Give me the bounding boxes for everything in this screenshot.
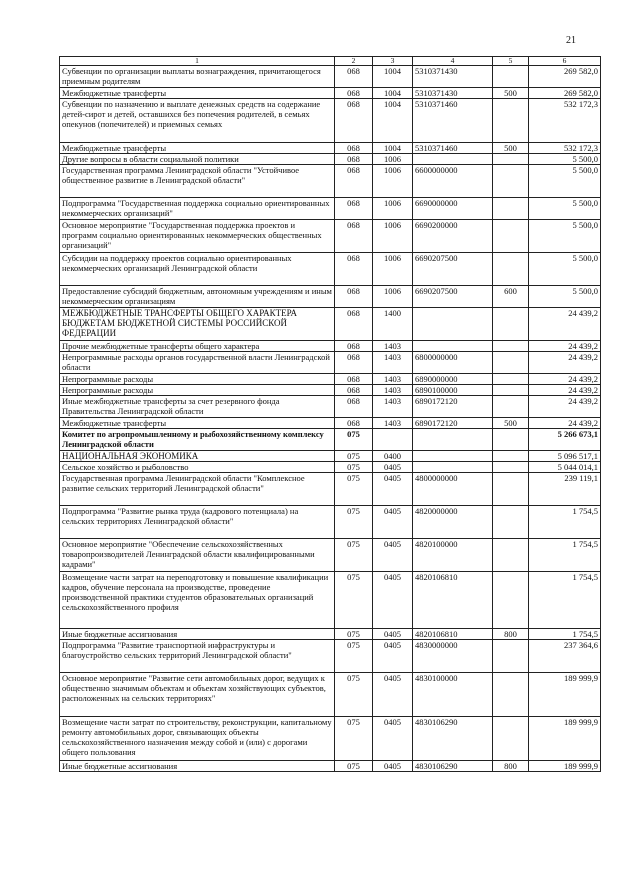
section-code-cell: 1403 xyxy=(373,418,413,429)
row-name-cell: Подпрограмма "Государственная поддержка социально ориентированных некоммерческих организаций" xyxy=(60,198,335,220)
ved-code-cell: 075 xyxy=(335,506,373,539)
ved-code-cell: 068 xyxy=(335,88,373,99)
ved-code-cell: 075 xyxy=(335,462,373,473)
amount-cell: 1 754,5 xyxy=(529,539,601,572)
amount-cell: 5 500,0 xyxy=(529,165,601,198)
section-code-cell: 0405 xyxy=(373,761,413,772)
target-article-cell: 5310371430 xyxy=(413,66,493,88)
table-row xyxy=(60,88,601,99)
ved-code-cell: 075 xyxy=(335,673,373,717)
section-code-cell: 1403 xyxy=(373,385,413,396)
ved-code-cell: 068 xyxy=(335,341,373,352)
row-name-cell: Возмещение части затрат по строительству, реконструкции, капитальному ремонту автомобильных дорог, связывающих объекты сельскохозяйственного назначения между собой и (или) с дорогами общего пользования xyxy=(60,717,335,761)
section-code-cell xyxy=(373,429,413,451)
ved-code-cell: 075 xyxy=(335,539,373,572)
table-row xyxy=(60,286,601,308)
ved-code-cell: 075 xyxy=(335,629,373,640)
row-name-cell: Подпрограмма "Развитие рынка труда (кадрового потенциала) на сельских территориях Ленинградской области" xyxy=(60,506,335,539)
target-article-cell: 6690000000 xyxy=(413,198,493,220)
amount-cell: 24 439,2 xyxy=(529,385,601,396)
expense-type-cell xyxy=(493,640,529,673)
expense-type-cell xyxy=(493,473,529,506)
section-code-cell: 1403 xyxy=(373,396,413,418)
section-code-cell: 1004 xyxy=(373,88,413,99)
target-article-cell: 4820106810 xyxy=(413,572,493,629)
row-name-cell: Основное мероприятие "Государственная поддержка проектов и программ социально ориентированных некоммерческих общественных организаций" xyxy=(60,220,335,253)
table-row xyxy=(60,143,601,154)
ved-code-cell: 068 xyxy=(335,374,373,385)
table-row xyxy=(60,66,601,88)
row-name-cell: Субвенции по назначению и выплате денежных средств на содержание детей-сирот и детей, оставшихся без попечения родителей, в семьях опекунов (попечителей) и приемных семьях xyxy=(60,99,335,143)
amount-cell: 5 096 517,1 xyxy=(529,451,601,462)
ved-code-cell: 068 xyxy=(335,418,373,429)
target-article-cell xyxy=(413,462,493,473)
amount-cell: 5 500,0 xyxy=(529,154,601,165)
amount-cell: 269 582,0 xyxy=(529,88,601,99)
row-name-cell: Непрограммные расходы xyxy=(60,385,335,396)
row-name-cell: Прочие межбюджетные трансферты общего характера xyxy=(60,341,335,352)
row-name-cell: Предоставление субсидий бюджетным, автономным учреждениям и иным некоммерческим организациям xyxy=(60,286,335,308)
row-name-cell: Другие вопросы в области социальной политики xyxy=(60,154,335,165)
table-row xyxy=(60,506,601,539)
ved-code-cell: 068 xyxy=(335,308,373,341)
table-row xyxy=(60,352,601,374)
table-row xyxy=(60,640,601,673)
target-article-cell: 4830106290 xyxy=(413,717,493,761)
section-code-cell: 1006 xyxy=(373,253,413,286)
table-row xyxy=(60,462,601,473)
amount-cell: 1 754,5 xyxy=(529,629,601,640)
section-code-cell: 1006 xyxy=(373,286,413,308)
column-header: 4 xyxy=(413,57,493,66)
amount-cell: 24 439,2 xyxy=(529,352,601,374)
row-name-cell: Межбюджетные трансферты xyxy=(60,88,335,99)
target-article-cell: 4830106290 xyxy=(413,761,493,772)
table-row xyxy=(60,220,601,253)
section-code-cell: 0405 xyxy=(373,572,413,629)
column-header: 3 xyxy=(373,57,413,66)
expense-type-cell xyxy=(493,462,529,473)
section-code-cell: 0400 xyxy=(373,451,413,462)
amount-cell: 24 439,2 xyxy=(529,396,601,418)
section-code-cell: 0405 xyxy=(373,629,413,640)
target-article-cell: 6690207500 xyxy=(413,253,493,286)
table-header-row xyxy=(60,57,601,66)
row-name-cell: Межбюджетные трансферты xyxy=(60,143,335,154)
row-name-cell: Иные межбюджетные трансферты за счет резервного фонда Правительства Ленинградской области xyxy=(60,396,335,418)
row-name-cell: Непрограммные расходы xyxy=(60,374,335,385)
target-article-cell: 6890172120 xyxy=(413,396,493,418)
row-name-cell: Основное мероприятие "Обеспечение сельскохозяйственных товаропроизводителей Ленинградской области квалифицированными кадрами" xyxy=(60,539,335,572)
target-article-cell: 4820106810 xyxy=(413,629,493,640)
amount-cell: 189 999,9 xyxy=(529,717,601,761)
row-name-cell: МЕЖБЮДЖЕТНЫЕ ТРАНСФЕРТЫ ОБЩЕГО ХАРАКТЕРА БЮДЖЕТАМ БЮДЖЕТНОЙ СИСТЕМЫ РОССИЙСКОЙ ФЕДЕРАЦИИ xyxy=(60,308,335,341)
target-article-cell xyxy=(413,154,493,165)
target-article-cell: 6600000000 xyxy=(413,165,493,198)
table-row xyxy=(60,99,601,143)
section-code-cell: 1006 xyxy=(373,154,413,165)
section-code-cell: 0405 xyxy=(373,506,413,539)
expense-type-cell xyxy=(493,572,529,629)
table-row xyxy=(60,761,601,772)
section-code-cell: 0405 xyxy=(373,462,413,473)
column-header: 1 xyxy=(60,57,335,66)
target-article-cell xyxy=(413,341,493,352)
ved-code-cell: 068 xyxy=(335,66,373,88)
ved-code-cell: 075 xyxy=(335,473,373,506)
target-article-cell: 4820100000 xyxy=(413,539,493,572)
table-row xyxy=(60,374,601,385)
target-article-cell xyxy=(413,308,493,341)
expense-type-cell xyxy=(493,673,529,717)
amount-cell: 5 500,0 xyxy=(529,198,601,220)
expense-type-cell xyxy=(493,253,529,286)
row-name-cell: Сельское хозяйство и рыболовство xyxy=(60,462,335,473)
ved-code-cell: 075 xyxy=(335,717,373,761)
section-code-cell: 1004 xyxy=(373,143,413,154)
section-code-cell: 0405 xyxy=(373,539,413,572)
ved-code-cell: 068 xyxy=(335,165,373,198)
amount-cell: 24 439,2 xyxy=(529,308,601,341)
expense-type-cell xyxy=(493,385,529,396)
target-article-cell: 6890100000 xyxy=(413,385,493,396)
expense-type-cell xyxy=(493,165,529,198)
budget-table xyxy=(59,56,601,772)
target-article-cell xyxy=(413,429,493,451)
target-article-cell: 6800000000 xyxy=(413,352,493,374)
expense-type-cell xyxy=(493,66,529,88)
expense-type-cell xyxy=(493,352,529,374)
table-row xyxy=(60,165,601,198)
target-article-cell: 6890172120 xyxy=(413,418,493,429)
amount-cell: 24 439,2 xyxy=(529,341,601,352)
target-article-cell: 4830000000 xyxy=(413,640,493,673)
section-code-cell: 1004 xyxy=(373,99,413,143)
target-article-cell: 6690207500 xyxy=(413,286,493,308)
table-row xyxy=(60,154,601,165)
target-article-cell: 5310371460 xyxy=(413,99,493,143)
table-row xyxy=(60,418,601,429)
row-name-cell: Возмещение части затрат на переподготовку и повышение квалификации кадров, обучение персонала на производстве, проведение производственной практики студентов образовательных организаций сельскохозяйственного профиля xyxy=(60,572,335,629)
amount-cell: 5 500,0 xyxy=(529,220,601,253)
ved-code-cell: 068 xyxy=(335,396,373,418)
table-row xyxy=(60,396,601,418)
amount-cell: 532 172,3 xyxy=(529,143,601,154)
row-name-cell: Государственная программа Ленинградской области "Устойчивое общественное развитие в Ленинградской области" xyxy=(60,165,335,198)
expense-type-cell xyxy=(493,308,529,341)
ved-code-cell: 068 xyxy=(335,286,373,308)
row-name-cell: НАЦИОНАЛЬНАЯ ЭКОНОМИКА xyxy=(60,451,335,462)
row-name-cell: Межбюджетные трансферты xyxy=(60,418,335,429)
table-row xyxy=(60,198,601,220)
expense-type-cell xyxy=(493,539,529,572)
section-code-cell: 0405 xyxy=(373,473,413,506)
row-name-cell: Государственная программа Ленинградской области "Комплексное развитие сельских территорий Ленинградской области" xyxy=(60,473,335,506)
section-code-cell: 1006 xyxy=(373,220,413,253)
amount-cell: 24 439,2 xyxy=(529,418,601,429)
row-name-cell: Иные бюджетные ассигнования xyxy=(60,761,335,772)
expense-type-cell: 500 xyxy=(493,143,529,154)
table-row xyxy=(60,717,601,761)
row-name-cell: Субвенции по организации выплаты вознаграждения, причитающегося приемным родителям xyxy=(60,66,335,88)
target-article-cell: 4800000000 xyxy=(413,473,493,506)
amount-cell: 5 266 673,1 xyxy=(529,429,601,451)
ved-code-cell: 075 xyxy=(335,429,373,451)
section-code-cell: 1004 xyxy=(373,66,413,88)
row-name-cell: Комитет по агропромышленному и рыбохозяйственному комплексу Ленинградской области xyxy=(60,429,335,451)
amount-cell: 1 754,5 xyxy=(529,572,601,629)
section-code-cell: 1006 xyxy=(373,165,413,198)
ved-code-cell: 068 xyxy=(335,352,373,374)
amount-cell: 24 439,2 xyxy=(529,374,601,385)
section-code-cell: 0405 xyxy=(373,640,413,673)
expense-type-cell: 800 xyxy=(493,629,529,640)
table-row xyxy=(60,253,601,286)
amount-cell: 237 364,6 xyxy=(529,640,601,673)
target-article-cell: 6890000000 xyxy=(413,374,493,385)
table-row xyxy=(60,539,601,572)
ved-code-cell: 068 xyxy=(335,154,373,165)
target-article-cell: 6690200000 xyxy=(413,220,493,253)
expense-type-cell xyxy=(493,717,529,761)
amount-cell: 5 044 014,1 xyxy=(529,462,601,473)
ved-code-cell: 068 xyxy=(335,385,373,396)
amount-cell: 189 999,9 xyxy=(529,673,601,717)
section-code-cell: 0405 xyxy=(373,673,413,717)
target-article-cell xyxy=(413,451,493,462)
table-row xyxy=(60,341,601,352)
row-name-cell: Непрограммные расходы органов государственной власти Ленинградской области xyxy=(60,352,335,374)
row-name-cell: Основное мероприятие "Развитие сети автомобильных дорог, ведущих к общественно значимым объектам и объектам хозяйствующих субъектов, расположенных на сельских территориях" xyxy=(60,673,335,717)
amount-cell: 532 172,3 xyxy=(529,99,601,143)
target-article-cell: 4830100000 xyxy=(413,673,493,717)
expense-type-cell xyxy=(493,341,529,352)
ved-code-cell: 068 xyxy=(335,99,373,143)
section-code-cell: 1403 xyxy=(373,341,413,352)
table-row xyxy=(60,308,601,341)
section-code-cell: 1403 xyxy=(373,352,413,374)
expense-type-cell xyxy=(493,429,529,451)
row-name-cell: Подпрограмма "Развитие транспортной инфраструктуры и благоустройство сельских территорий Ленинградской области" xyxy=(60,640,335,673)
section-code-cell: 1403 xyxy=(373,374,413,385)
ved-code-cell: 068 xyxy=(335,143,373,154)
amount-cell: 5 500,0 xyxy=(529,286,601,308)
table-row xyxy=(60,385,601,396)
expense-type-cell xyxy=(493,220,529,253)
expense-type-cell xyxy=(493,451,529,462)
amount-cell: 5 500,0 xyxy=(529,253,601,286)
ved-code-cell: 068 xyxy=(335,253,373,286)
table-row xyxy=(60,451,601,462)
amount-cell: 269 582,0 xyxy=(529,66,601,88)
section-code-cell: 1400 xyxy=(373,308,413,341)
table-row xyxy=(60,629,601,640)
ved-code-cell: 075 xyxy=(335,640,373,673)
target-article-cell: 5310371460 xyxy=(413,143,493,154)
page-number: 21 xyxy=(566,35,576,46)
column-header: 6 xyxy=(529,57,601,66)
table-row xyxy=(60,572,601,629)
row-name-cell: Субсидии на поддержку проектов социально ориентированных некоммерческих организаций Ленинградской области xyxy=(60,253,335,286)
expense-type-cell xyxy=(493,99,529,143)
column-header: 2 xyxy=(335,57,373,66)
expense-type-cell xyxy=(493,396,529,418)
amount-cell: 239 119,1 xyxy=(529,473,601,506)
row-name-cell: Иные бюджетные ассигнования xyxy=(60,629,335,640)
section-code-cell: 1006 xyxy=(373,198,413,220)
expense-type-cell: 500 xyxy=(493,418,529,429)
ved-code-cell: 068 xyxy=(335,198,373,220)
table-row xyxy=(60,429,601,451)
expense-type-cell: 500 xyxy=(493,88,529,99)
ved-code-cell: 068 xyxy=(335,220,373,253)
expense-type-cell xyxy=(493,506,529,539)
ved-code-cell: 075 xyxy=(335,451,373,462)
expense-type-cell xyxy=(493,198,529,220)
ved-code-cell: 075 xyxy=(335,572,373,629)
amount-cell: 1 754,5 xyxy=(529,506,601,539)
expense-type-cell xyxy=(493,374,529,385)
target-article-cell: 4820000000 xyxy=(413,506,493,539)
expense-type-cell xyxy=(493,154,529,165)
amount-cell: 189 999,9 xyxy=(529,761,601,772)
table-row xyxy=(60,673,601,717)
table-row xyxy=(60,473,601,506)
expense-type-cell: 600 xyxy=(493,286,529,308)
column-header: 5 xyxy=(493,57,529,66)
expense-type-cell: 800 xyxy=(493,761,529,772)
ved-code-cell: 075 xyxy=(335,761,373,772)
section-code-cell: 0405 xyxy=(373,717,413,761)
target-article-cell: 5310371430 xyxy=(413,88,493,99)
